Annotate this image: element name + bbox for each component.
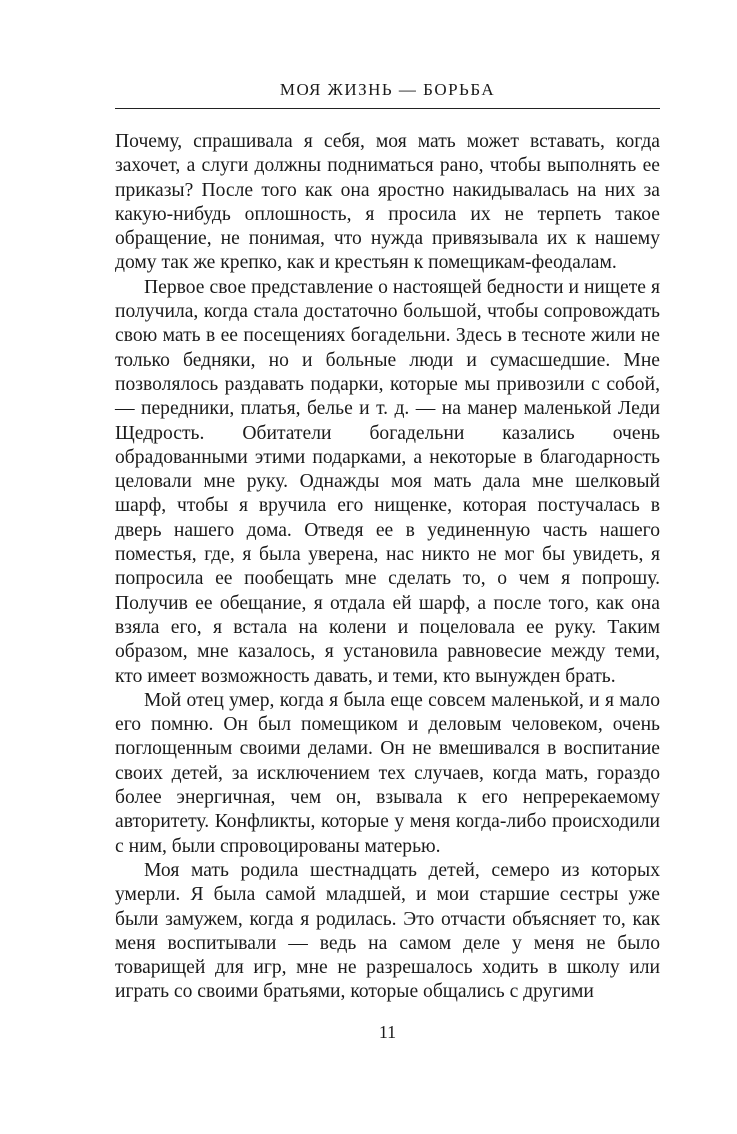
- paragraph-3: Мой отец умер, когда я была еще совсем маленькой, и я мало его помню. Он был помещиком и деловым человеком, очень поглощенным своими делами. Он не вмешивался в воспитание своих детей, за исключением тех случаев, когда мать, гораздо более энергичная, чем он, взывала к его непререкаемому авторитету. Конфликты, которые у меня когда-либо происходили с ним, были спровоцированы матерью.: [115, 689, 660, 857]
- paragraph-1: Почему, спрашивала я себя, моя мать может вставать, когда захочет, а слуги должны подниматься рано, чтобы выполнять ее приказы? После того как она яростно накидывалась на них за какую-нибудь оплошность, я просила их не терпеть такое обращение, не понимая, что нужда привязывала их к нашему дому так же крепко, как и крестьян к помещикам-феодалам.: [115, 131, 660, 274]
- running-title: МОЯ ЖИЗНЬ — БОРЬБА: [279, 80, 496, 99]
- paragraph-4: Моя мать родила шестнадцать детей, семеро из которых умерли. Я была самой младшей, и мои старшие сестры уже были замужем, когда я родилась. Это отчасти объясняет то, как меня воспитывали — ведь на самом деле у меня не было товарищей для игр, мне не разрешалось ходить в школу или играть со своими братьями, которые общались с другими: [115, 859, 660, 1003]
- body-text: [115, 130, 660, 1005]
- page-number: 11: [378, 1022, 397, 1042]
- paragraph-2: Первое свое представление о настоящей бедности и нищете я получила, когда стала достаточно большой, чтобы сопровождать свою мать в ее посещениях богадельни. Здесь в тесноте жили не только бедняки, но и больные люди и сумасшедшие. Мне позволялось раздавать подарки, которые мы привозили с собой, — передники, платья, белье и т. д. — на манер маленькой Леди Щедрость. Обитатели богадельни казались очень обрадованными этими подарками, а некоторые в благодарность целовали мне руку. Однажды моя мать дала мне шелковый шарф, чтобы я вручила его нищенке, которая постучалась в дверь нашего дома. Отведя ее в уединенную часть нашего поместья, где, я была уверена, нас никто не мог бы увидеть, я попросила ее пообещать мне сделать то, о чем я попрошу. Получив ее обещание, я отдала ей шарф, а после того, как она взяла его, я встала на колени и поцеловала ее руку. Таким образом, мне казалось, я установила равновесие между теми, кто имеет возможность давать, и теми, кто вынужден брать.: [115, 276, 660, 687]
- header-rule: [115, 108, 660, 109]
